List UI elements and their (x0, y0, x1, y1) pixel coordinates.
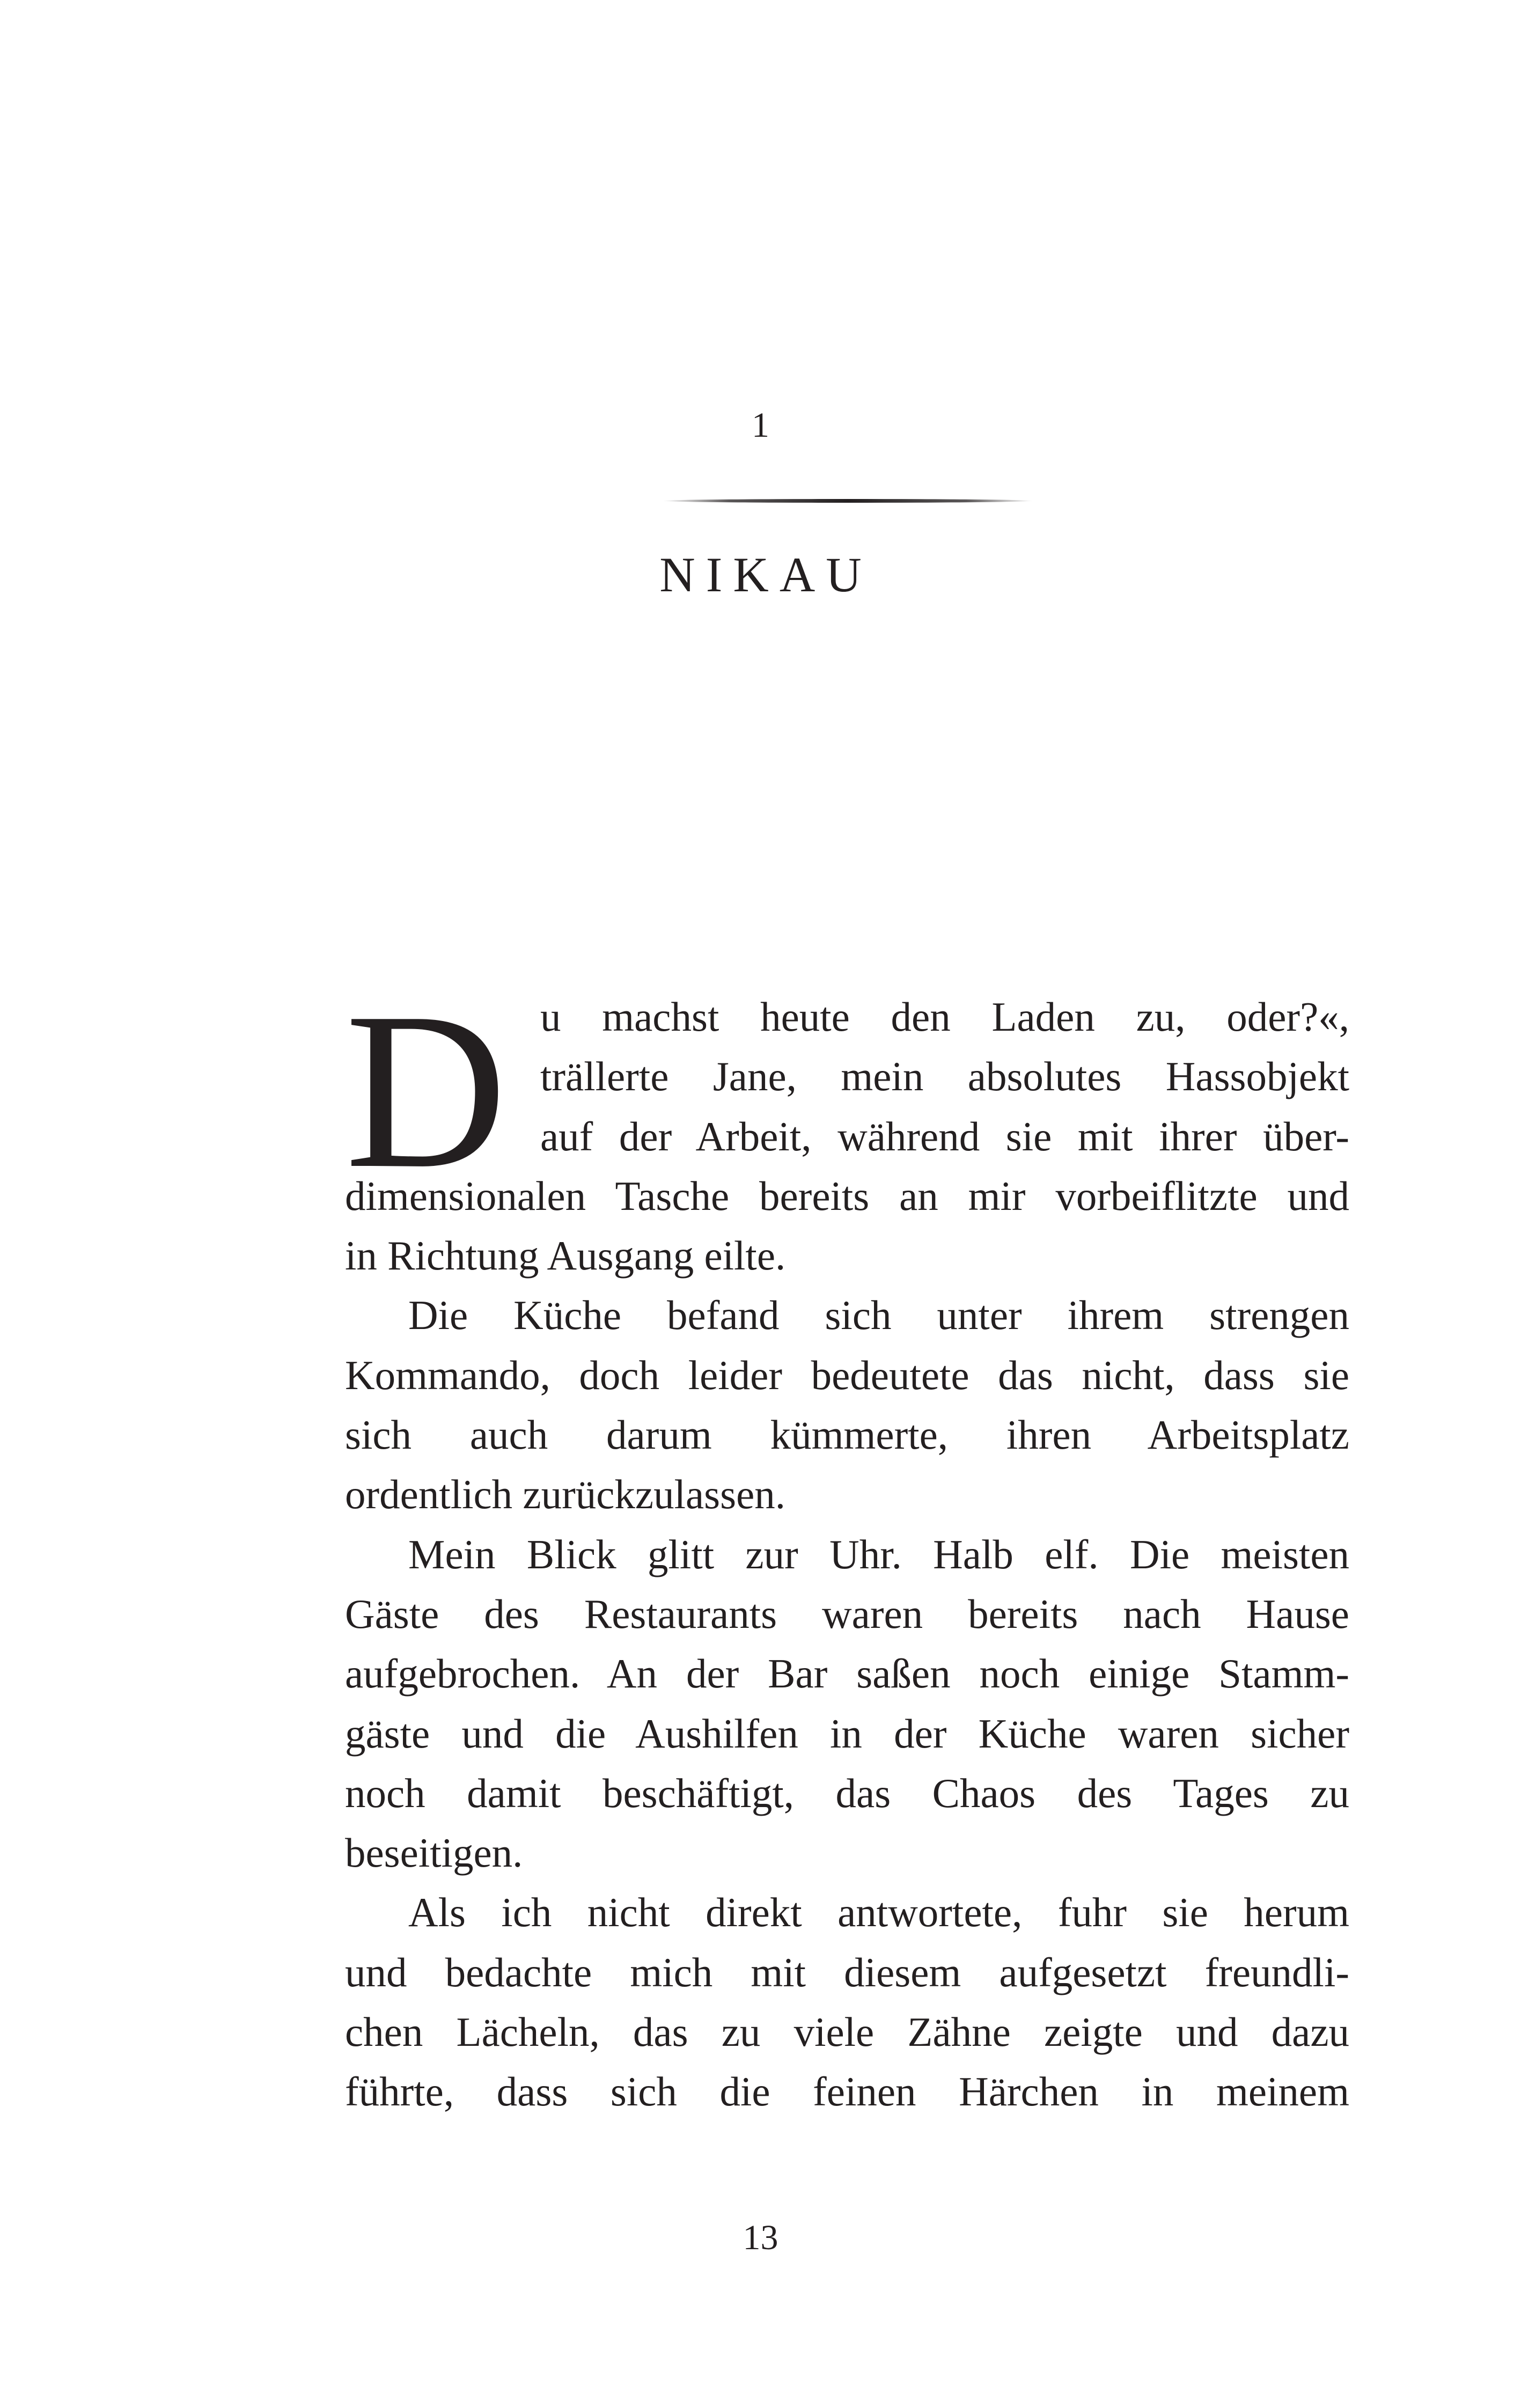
chapter-title: NIKAU (659, 547, 872, 602)
text-line: trällerte Jane, mein absolutes Hassobjekt (540, 1053, 1349, 1100)
text-line: noch damit beschäftigt, das Chaos des Tages zu (345, 1770, 1349, 1816)
text-line: und bedachte mich mit diesem aufgesetzt freundli- (345, 1949, 1349, 1995)
drop-cap: D (345, 967, 507, 1215)
text-line: Kommando, doch leider bedeutete das nicht, dass sie (345, 1352, 1349, 1398)
text-line: ordentlich zurückzulassen. (345, 1471, 786, 1518)
text-line: aufgebrochen. An der Bar saßen noch einige Stamm- (345, 1650, 1349, 1697)
text-line: Als ich nicht direkt antwortete, fuhr sie herum (408, 1889, 1349, 1936)
text-line: sich auch darum kümmerte, ihren Arbeitsplatz (345, 1412, 1349, 1458)
body-text (345, 987, 1349, 2122)
text-line: u machst heute den Laden zu, oder?«, (540, 994, 1349, 1040)
text-line: Die Küche befand sich unter ihrem strengen (408, 1292, 1349, 1339)
chapter-number: 1 (752, 406, 769, 445)
text-line: dimensionalen Tasche bereits an mir vorbeiflitzte und (345, 1172, 1349, 1219)
text-line: auf der Arbeit, während sie mit ihrer über- (540, 1113, 1349, 1159)
text-line: gäste und die Aushilfen in der Küche waren sicher (345, 1710, 1349, 1757)
chapter-divider (663, 499, 1033, 503)
text-line: führte, dass sich die feinen Härchen in meinem (345, 2068, 1349, 2115)
text-line: in Richtung Ausgang eilte. (345, 1232, 786, 1279)
page-number: 13 (743, 2218, 778, 2257)
text-line: beseitigen. (345, 1830, 523, 1876)
text-line: chen Lächeln, das zu viele Zähne zeigte und dazu (345, 2009, 1349, 2055)
text-line: Gäste des Restaurants waren bereits nach Hause (345, 1590, 1349, 1637)
text-line: Mein Blick glitt zur Uhr. Halb elf. Die meisten (408, 1531, 1349, 1577)
